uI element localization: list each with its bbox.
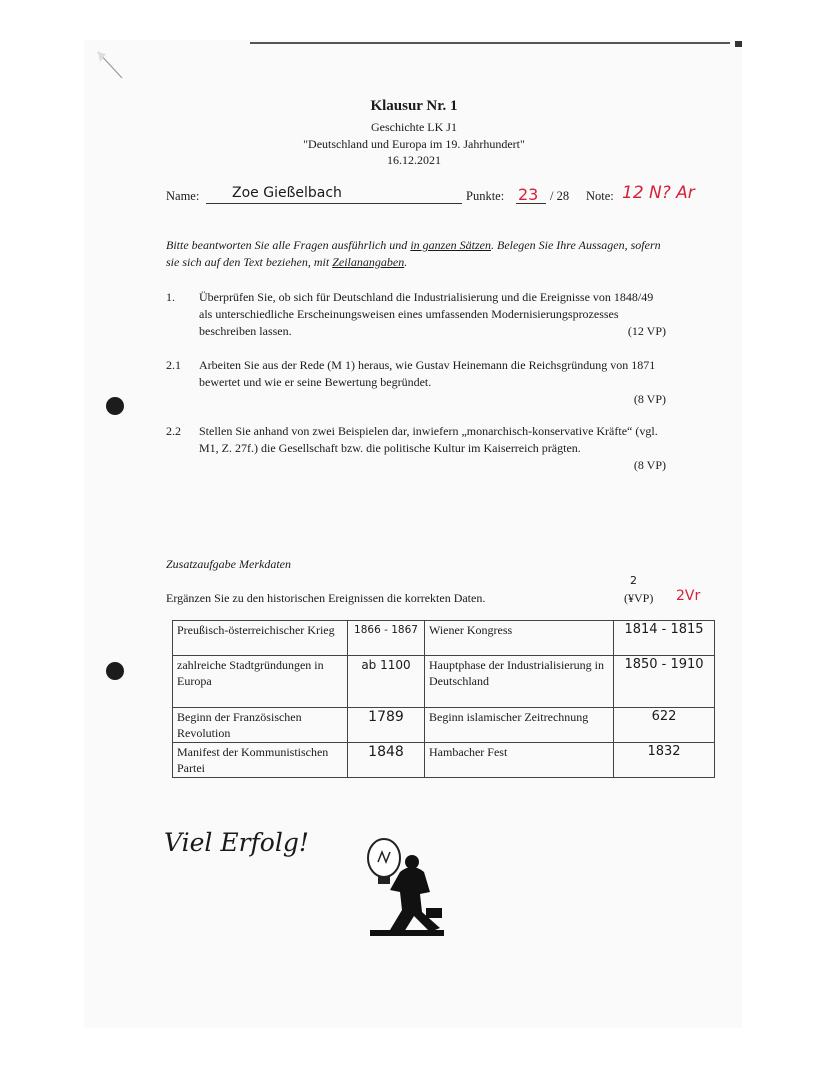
table-row: [173, 708, 715, 743]
lightbulb-businessman-icon: [360, 832, 450, 940]
table-row: [173, 656, 715, 708]
exam-course: Geschichte LK J1: [371, 120, 457, 134]
extra-points-awarded: 2Vr: [676, 588, 701, 604]
event-cell: Hauptphase der Industrialisierung in Deutschland: [425, 656, 614, 708]
date-cell: 1848: [348, 743, 425, 778]
event-cell: Beginn islamischer Zeitrechnung: [425, 708, 614, 743]
event-cell: Hambacher Fest: [425, 743, 614, 778]
exam-title: Klausur Nr. 1: [370, 98, 458, 114]
points-label: Punkte:: [466, 189, 505, 203]
exam-date: 16.12.2021: [387, 153, 441, 167]
date-cell: 622: [614, 708, 715, 743]
date-cell: 1866 - 1867: [348, 621, 425, 656]
task-2-2: 2.2 Stellen Sie anhand von zwei Beispielen dar, inwiefern „monarchisch-konservative Kräfte“ (vgl. M1, Z. 27f.) die Gesellschaft bzw. die politische Kultur im Kaiserreich prägten. (8 VP): [166, 424, 666, 472]
closing-message: Viel Erfolg!: [164, 828, 309, 857]
punch-hole-icon: [106, 397, 124, 415]
grade-value: 12 N? Ar: [622, 183, 695, 203]
name-label: Name:: [166, 189, 200, 203]
table-row: [173, 743, 715, 778]
task-2-1: 2.1 Arbeiten Sie aus der Rede (M 1) heraus, wie Gustav Heinemann die Reichsgründung von 1871 bewertet und wie er seine Bewertung begründet. (8 VP): [166, 358, 666, 406]
points-value: 23: [518, 185, 539, 204]
name-value: Zoe Gießelbach: [232, 185, 342, 201]
task-1: 1. Überprüfen Sie, ob sich für Deutschland die Industrialisierung und die Ereignisse von 1848/49 als unterschiedliche Erscheinungsweisen eines umfassenden Modernisierungsprozesses beschreiben lassen. (12 VP): [166, 290, 666, 338]
exam-topic: "Deutschland und Europa im 19. Jahrhundert": [303, 137, 525, 151]
punch-hole-icon: [106, 662, 124, 680]
date-cell: 1789: [348, 708, 425, 743]
event-cell: Beginn der Französischen Revolution: [173, 708, 348, 743]
folded-corner-icon: [96, 50, 124, 80]
dates-table: [172, 620, 715, 778]
extra-task-title: Zusatzaufgabe Merkdaten: [166, 557, 291, 571]
event-cell: Preußisch-österreichischer Krieg: [173, 621, 348, 656]
points-correction: 2: [630, 574, 637, 587]
event-cell: Manifest der Kommunistischen Partei: [173, 743, 348, 778]
event-cell: zahlreiche Stadtgründungen in Europa: [173, 656, 348, 708]
date-cell: 1832: [614, 743, 715, 778]
date-cell: 1850 - 1910: [614, 656, 715, 708]
points-total: / 28: [550, 189, 570, 203]
grade-label: Note:: [586, 189, 614, 203]
top-edge-line: [250, 42, 730, 44]
event-cell: Wiener Kongress: [425, 621, 614, 656]
table-row: [173, 621, 715, 656]
points-line: [516, 185, 546, 204]
date-cell: ab 1100: [348, 656, 425, 708]
instructions: Bitte beantworten Sie alle Fragen ausführlich und in ganzen Sätzen. Belegen Sie Ihre Aussagen, sofern sie sich auf den Text beziehen, mit Zeilanangaben.: [166, 238, 661, 269]
date-cell: 1814 - 1815: [614, 621, 715, 656]
extra-task-points: (¥VP): [624, 591, 654, 605]
corner-mark: [735, 41, 742, 47]
name-row: [166, 185, 726, 209]
extra-task-instruction: Ergänzen Sie zu den historischen Ereignissen die korrekten Daten.: [166, 591, 486, 605]
